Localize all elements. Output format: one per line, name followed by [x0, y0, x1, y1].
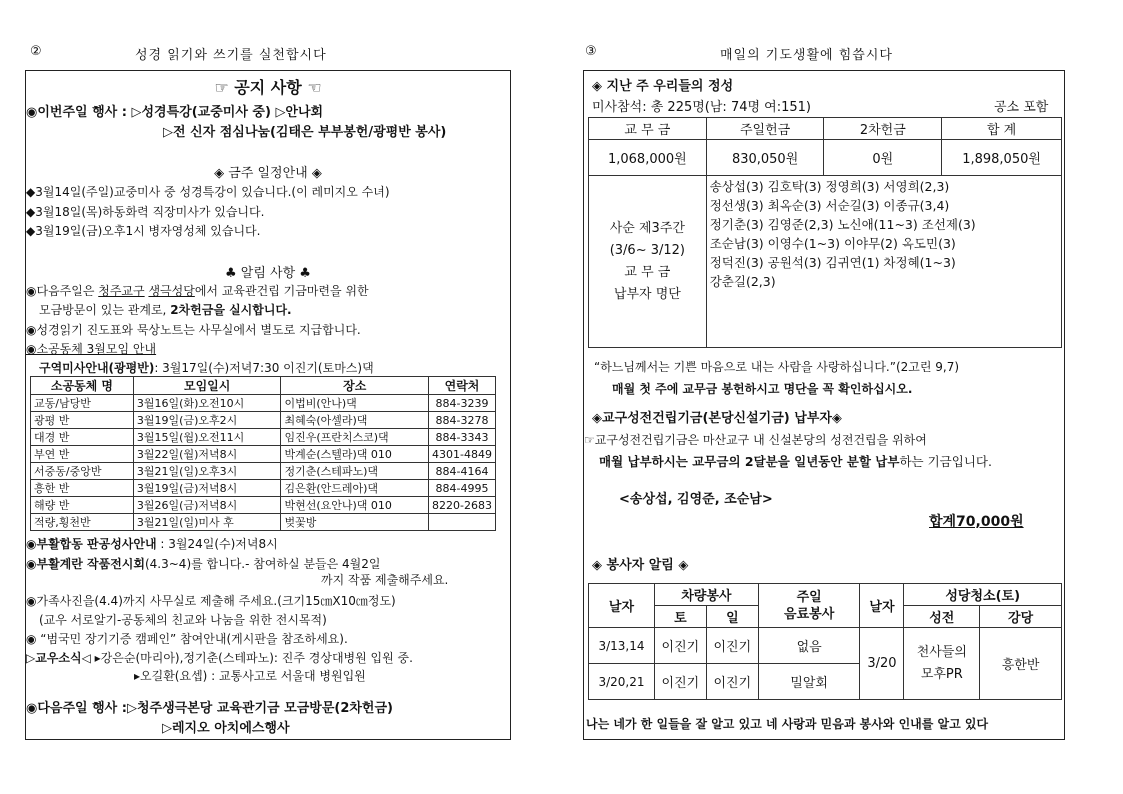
donor-line: 송상섭(3) 김호탁(3) 정영희(3) 서영희(2,3) — [709, 179, 950, 194]
service-title: ◈ 봉사자 알림 ◈ — [592, 558, 689, 573]
community-table-header-cell: 소공동체 명 — [31, 377, 134, 395]
table-cell: 884-3239 — [429, 395, 496, 412]
right-box — [583, 70, 1065, 740]
table-cell: 3월21일(일)오후3시 — [133, 463, 281, 480]
alert-title: ♣ 알림 사항 ♣ — [225, 266, 311, 281]
attendance: 미사참석: 총 225명(남: 74명 여:151) — [592, 100, 812, 115]
offering-header-cell: 교 무 금 — [589, 118, 707, 140]
clean-header: 성당청소(토) — [904, 584, 1062, 606]
sanctuary-header: 성전 — [904, 606, 980, 628]
next-week-notice-2: 모금방문이 있는 관계로, 2차헌금을 실시합니다. — [39, 303, 292, 317]
table-row — [31, 412, 496, 429]
clean-hall: 흥한반 — [980, 628, 1062, 700]
donor-line: 정덕진(3) 공원석(3) 김귀연(1) 차정혜(1~3) — [709, 255, 956, 270]
table-cell: 적량,횡천반 — [31, 514, 134, 531]
donor-label-cell: 사순 제3주간 (3/6~ 3/12) 교 무 금 납부자 명단 — [589, 176, 707, 348]
community-table-header-cell: 연락처 — [429, 377, 496, 395]
community-table-header — [31, 377, 496, 395]
sun-header: 일 — [706, 606, 758, 628]
right-page-number: ③ — [585, 44, 597, 59]
offering-values-row — [589, 140, 1062, 176]
table-cell: 884-4995 — [429, 480, 496, 497]
table-cell — [429, 514, 496, 531]
service-row: 3/20,21 이진기 이진기 밀알회 — [589, 664, 1062, 700]
table-cell: 해량 반 — [31, 497, 134, 514]
easter-exhibit: ◉부활계란 작품전시회(4.3~4)를 합니다.- 참여하실 분들은 4월2일 — [26, 557, 381, 571]
this-week-event: ◉이번주일 행사 : ▷성경특강(교중미사 중) ▷안나회 — [26, 105, 324, 120]
clean-date: 3/20 — [860, 628, 904, 700]
fund-description-2: 매월 납부하시는 교무금의 2달분을 일년동안 분할 납부하는 기금입니다. — [599, 454, 992, 469]
table-cell: 3월16일(화)오전10시 — [133, 395, 281, 412]
table-row — [31, 395, 496, 412]
table-cell: 3월19일(금)저녁8시 — [133, 480, 281, 497]
drink-service-header: 주일 음료봉사 — [758, 584, 860, 628]
offering-header-cell: 합 계 — [942, 118, 1062, 140]
table-cell: 884-3343 — [429, 429, 496, 446]
table-cell: 임진우(프란치스코)댁 — [281, 429, 429, 446]
table-cell: 부연 반 — [31, 446, 134, 463]
table-cell: 김은환(안드레아)댁 — [281, 480, 429, 497]
service-table — [588, 583, 1062, 700]
left-page-header: 성경 읽기와 쓰기를 실천합시다 — [135, 48, 327, 63]
campaign-note: ◉ “범국민 장기기증 캠페인” 참여안내(게시판을 참조하세요). — [26, 632, 348, 646]
service-date-header: 날자 — [589, 584, 655, 628]
monthly-reminder: 매월 첫 주에 교무금 봉헌하시고 명단을 꼭 확인하십시오. — [612, 382, 913, 396]
district-mass: 구역미사안내(광평반): 3월17일(수)저녁7:30 이진기(토마스)댁 — [39, 361, 374, 375]
car-service-header: 차량봉사 — [654, 584, 758, 606]
offering-header-cell: 2차헌금 — [824, 118, 942, 140]
table-cell: 3월22일(월)저녁8시 — [133, 446, 281, 463]
table-cell: 교동/남당반 — [31, 395, 134, 412]
offering-header-row — [589, 118, 1062, 140]
fund-total: 합계70,000원 — [929, 514, 1024, 530]
clean-date-header: 날자 — [860, 584, 904, 628]
table-cell: 최혜숙(아셀라)댁 — [281, 412, 429, 429]
footer-verse: 나는 네가 한 일들을 잘 알고 있고 네 사랑과 믿음과 봉사와 인내를 알고 있다 — [586, 717, 989, 731]
easter-exhibit-2: 까지 작품 제출해주세요. — [321, 573, 449, 587]
parish-news-2: ▸오길환(요셉) : 교통사고로 서울대 병원입원 — [134, 669, 366, 683]
table-row — [31, 446, 496, 463]
table-row — [31, 480, 496, 497]
sat-header: 토 — [654, 606, 706, 628]
left-notice-box — [25, 70, 511, 740]
parish-news: ▷교우소식◁ ▸강은순(마리아),정기춘(스테파노): 진주 경상대병원 입원 중. — [26, 651, 413, 665]
service-row: 3/13,14 이진기 이진기 없음 3/20 천사들의 모후PR 흥한반 — [589, 628, 1062, 664]
right-page-header: 매일의 기도생활에 힘씁시다 — [720, 48, 893, 63]
clean-sanctuary: 천사들의 모후PR — [904, 628, 980, 700]
fund-title: ◈교구성전건립기금(본당신설기금) 납부자◈ — [592, 411, 842, 426]
donor-line: 정선생(3) 최옥순(3) 서순길(3) 이종규(3,4) — [709, 198, 950, 213]
donor-list — [706, 176, 1061, 348]
photo-note: ◉가족사진을(4.4)까지 사무실로 제출해 주세요.(크기15㎝X10㎝정도) — [26, 594, 396, 608]
offering-value-cell: 1,898,050원 — [942, 140, 1062, 176]
offering-value-cell: 1,068,000원 — [589, 140, 707, 176]
offering-value-cell: 0원 — [824, 140, 942, 176]
table-cell: 박현선(요안나)댁 010 — [281, 497, 429, 514]
table-cell: 8220-2683 — [429, 497, 496, 514]
table-cell: 884-4164 — [429, 463, 496, 480]
table-cell: 흥한 반 — [31, 480, 134, 497]
next-event-2: ▷레지오 아치에스행사 — [162, 721, 290, 736]
left-page-number: ② — [30, 44, 42, 59]
community-title: ◉소공동체 3월모임 안내 — [26, 342, 157, 356]
schedule-item: ◆3월19일(금)오후1시 병자영성체 있습니다. — [26, 224, 261, 238]
table-row — [31, 429, 496, 446]
next-event: ◉다음주일 행사 :▷청주생극본당 교육관기금 모금방문(2차헌금) — [26, 701, 393, 716]
community-table-header-cell: 장소 — [281, 377, 429, 395]
table-cell: 3월21일(일)미사 후 — [133, 514, 281, 531]
table-cell: 정기춘(스테파노)댁 — [281, 463, 429, 480]
next-week-notice: ◉다음주일은 청주교구 생극성당에서 교육관건립 기금마련을 위한 — [26, 284, 369, 298]
fund-names: <송상섭, 김영준, 조순남> — [619, 492, 773, 507]
donor-line: 정기춘(3) 김영준(2,3) 노신애(11~3) 조선제(3) — [709, 217, 976, 232]
offering-header-cell: 주일헌금 — [706, 118, 824, 140]
this-week-event-2: ▷전 신자 점심나눔(김태은 부부봉헌/광평반 봉사) — [163, 125, 447, 140]
bible-note: ◉성경읽기 진도표와 묵상노트는 사무실에서 별도로 지급합니다. — [26, 323, 361, 337]
schedule-item: ◆3월14일(주일)교중미사 중 성경특강이 있습니다.(이 레미지오 수녀) — [26, 185, 390, 199]
table-row — [31, 514, 496, 531]
table-cell: 벚꽃방 — [281, 514, 429, 531]
offering-table — [588, 117, 1062, 348]
table-cell: 서중동/중앙반 — [31, 463, 134, 480]
offering-title: ◈ 지난 주 우리들의 정성 — [592, 79, 734, 94]
table-cell: 이법비(안나)댁 — [281, 395, 429, 412]
easter-confession: ◉부활합동 판공성사안내 : 3월24일(수)저녁8시 — [26, 537, 278, 551]
table-cell: 대경 반 — [31, 429, 134, 446]
donor-line: 조순남(3) 이영수(1~3) 이야무(2) 옥도민(3) — [709, 236, 956, 251]
bible-quote: “하느님께서는 기쁜 마음으로 내는 사람을 사랑하십니다.”(2고린 9,7) — [594, 360, 960, 374]
table-row — [31, 463, 496, 480]
community-table-header-cell: 모임일시 — [133, 377, 281, 395]
table-cell: 박계순(스텔라)댁 010 — [281, 446, 429, 463]
table-cell: 광평 반 — [31, 412, 134, 429]
fund-description: ☞교구성전건립기금은 마산교구 내 신설본당의 성전건립을 위하여 — [584, 433, 927, 447]
table-cell: 4301-4849 — [429, 446, 496, 463]
schedule-title: ◈ 금주 일정안내 ◈ — [214, 166, 322, 181]
notice-title: ☞ 공지 사항 ☜ — [214, 78, 322, 97]
table-cell: 3월19일(금)오후2시 — [133, 412, 281, 429]
table-cell: 884-3278 — [429, 412, 496, 429]
community-table — [30, 376, 496, 531]
hall-header: 강당 — [980, 606, 1062, 628]
table-cell: 3월15일(월)오전11시 — [133, 429, 281, 446]
schedule-item: ◆3월18일(목)하동화력 직장미사가 있습니다. — [26, 205, 265, 219]
photo-note-2: (교우 서로알기-공동체의 친교와 나눔을 위한 전시목적) — [39, 613, 327, 627]
attendance-note: 공소 포함 — [994, 100, 1049, 115]
offering-value-cell: 830,050원 — [706, 140, 824, 176]
table-row — [31, 497, 496, 514]
table-cell: 3월26일(금)저녁8시 — [133, 497, 281, 514]
donor-line: 강춘길(2,3) — [709, 274, 776, 289]
